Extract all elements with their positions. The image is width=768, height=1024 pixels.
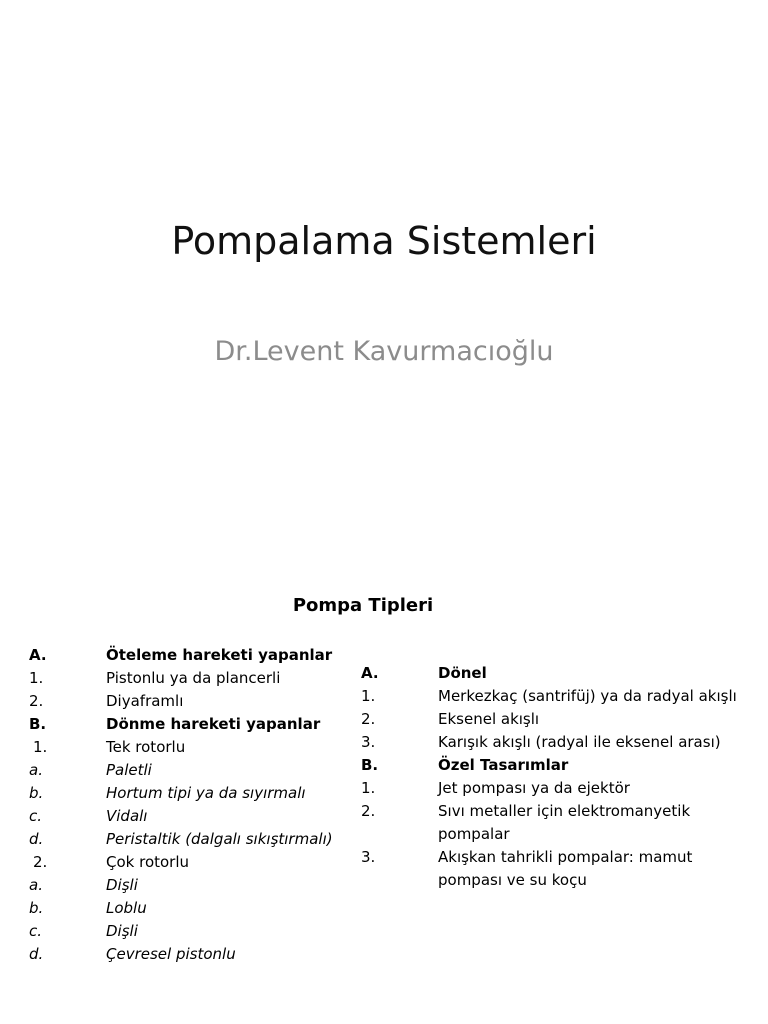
list-text: Özel Tasarımlar: [438, 756, 569, 774]
list-text: Hortum tipi ya da sıyırmalı: [106, 784, 306, 802]
list-text: Çok rotorlu: [106, 853, 190, 871]
list-item: [361, 754, 751, 777]
list-text: Dönel: [438, 664, 487, 682]
list-text: Pistonlu ya da plancerli: [106, 669, 281, 687]
list-item: [361, 800, 751, 846]
list-text: Çevresel pistonlu: [106, 945, 236, 963]
list-marker: 2.: [33, 853, 48, 871]
list-text: Eksenel akışlı: [438, 710, 540, 728]
list-marker: d.: [29, 945, 44, 963]
page-title: Pompalama Sistemleri: [171, 219, 597, 263]
left-list: [29, 644, 359, 966]
list-marker: A.: [29, 646, 47, 664]
list-item: [361, 846, 751, 892]
list-text-paren: (dalgalı sıkıştırmalı): [185, 830, 333, 848]
list-item: [361, 777, 751, 800]
list-text: Vidalı: [106, 807, 148, 825]
page-subtitle: Dr.Levent Kavurmacıoğlu: [214, 336, 554, 367]
list-item: [29, 828, 359, 851]
list-marker: b.: [29, 784, 44, 802]
list-text: Akışkan tahrikli pompalar: mamut pompası ve su koçu: [438, 848, 693, 889]
section-heading: Pompa Tipleri: [292, 595, 434, 616]
list-text: Tek rotorlu: [106, 738, 186, 756]
list-item: [29, 897, 359, 920]
list-text: Sıvı metaller için elektromanyetik pompalar: [438, 802, 691, 843]
list-marker: A.: [361, 664, 379, 682]
list-marker: 1.: [361, 687, 376, 705]
list-item: [29, 943, 359, 966]
list-item: [361, 662, 751, 685]
list-text: Dişli: [106, 922, 138, 940]
list-item: [29, 644, 359, 667]
list-marker: 2.: [361, 710, 376, 728]
list-text: Karışık akışlı (radyal ile eksenel arası): [438, 733, 721, 751]
list-text: Diyaframlı: [106, 692, 184, 710]
list-item: [29, 782, 359, 805]
list-text: Merkezkaç (santrifüj) ya da radyal akışlı: [438, 687, 737, 705]
list-marker: c.: [29, 807, 43, 825]
list-marker: d.: [29, 830, 44, 848]
list-item: [29, 736, 359, 759]
list-item: [361, 685, 751, 708]
list-text: Paletli: [106, 761, 152, 779]
list-marker: a.: [29, 876, 43, 894]
list-text: [106, 828, 333, 851]
list-item: [361, 708, 751, 731]
list-marker: B.: [361, 756, 379, 774]
list-text: Dişli: [106, 876, 138, 894]
list-item: [29, 874, 359, 897]
list-marker: 2.: [361, 802, 376, 820]
list-text: Dönme hareketi yapanlar: [106, 715, 321, 733]
right-list: [361, 662, 751, 892]
list-item: [29, 920, 359, 943]
list-text-main: Peristaltik: [106, 830, 181, 848]
list-marker: 3.: [361, 848, 376, 866]
list-marker: 2.: [29, 692, 44, 710]
list-text: Jet pompası ya da ejektör: [438, 779, 630, 797]
list-marker: B.: [29, 715, 47, 733]
list-item: [29, 851, 359, 874]
list-marker: b.: [29, 899, 44, 917]
list-marker: 1.: [29, 669, 44, 687]
list-item: [29, 690, 359, 713]
list-item: [361, 731, 751, 754]
list-item: [29, 667, 359, 690]
list-marker: 3.: [361, 733, 376, 751]
list-marker: 1.: [33, 738, 48, 756]
list-marker: a.: [29, 761, 43, 779]
list-marker: c.: [29, 922, 43, 940]
list-item: [29, 805, 359, 828]
list-text: Öteleme hareketi yapanlar: [106, 646, 333, 664]
list-item: [29, 759, 359, 782]
list-item: [29, 713, 359, 736]
list-marker: 1.: [361, 779, 376, 797]
list-text: Loblu: [106, 899, 147, 917]
